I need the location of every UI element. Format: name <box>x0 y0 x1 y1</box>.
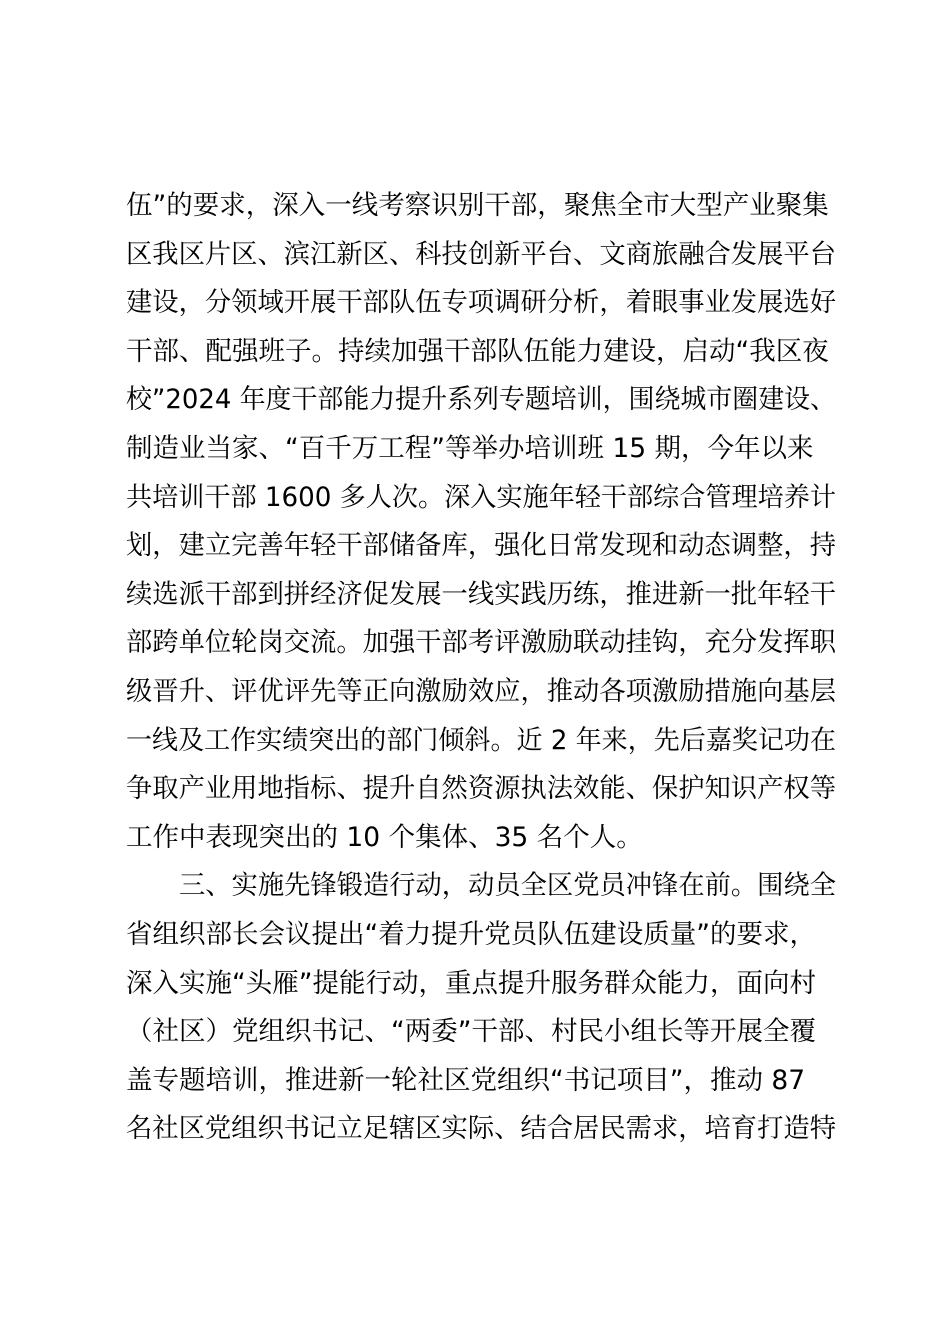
text-line: 一线及工作实绩突出的部门倾斜。近 2 年来，先后嘉奖记功在 <box>126 724 836 756</box>
text-line: 争取产业用地指标、提升自然资源执法效能、保护知识产权等 <box>126 773 836 805</box>
text-line: 共培训干部 1600 多人次。深入实施年轻干部综合管理培养计 <box>126 481 836 513</box>
section-heading-line: 三、实施先锋锻造行动，动员全区党员冲锋在前。围绕全 <box>179 870 837 902</box>
text-line: 深入实施“头雁”提能行动，重点提升服务群众能力，面向村 <box>126 967 816 999</box>
text-line: （社区）党组织书记、“两委”干部、村民小组长等开展全覆 <box>126 1016 816 1048</box>
text-line: 名社区党组织书记立足辖区实际、结合居民需求，培育打造特 <box>126 1113 836 1145</box>
text-line: 划，建立完善年轻干部储备库，强化日常发现和动态调整，持 <box>126 530 836 562</box>
body-text <box>126 182 836 1154</box>
text-line: 盖专题培训，推进新一轮社区党组织“书记项目”，推动 87 <box>126 1064 806 1096</box>
text-line: 工作中表现突出的 10 个集体、35 名个人。 <box>126 821 643 853</box>
text-line: 校”2024 年度干部能力提升系列专题培训，围绕城市圈建设、 <box>126 384 836 416</box>
text-line: 建设，分领域开展干部队伍专项调研分析，着眼事业发展选好 <box>126 287 836 319</box>
text-line: 干部、配强班子。持续加强干部队伍能力建设，启动“我区夜 <box>126 335 829 367</box>
text-line: 续选派干部到拼经济促发展一线实践历练，推进新一批年轻干 <box>126 578 836 610</box>
text-line: 区我区片区、滨江新区、科技创新平台、文商旅融合发展平台 <box>126 238 836 270</box>
text-line: 级晋升、评优评先等正向激励效应，推动各项激励措施向基层 <box>126 675 836 707</box>
text-line: 省组织部长会议提出“着力提升党员队伍建设质量”的要求， <box>126 918 816 950</box>
text-line: 部跨单位轮岗交流。加强干部考评激励联动挂钩，充分发挥职 <box>126 627 836 659</box>
text-line: 制造业当家、“百千万工程”等举办培训班 15 期，今年以来 <box>126 432 814 464</box>
text-line: 伍”的要求，深入一线考察识别干部，聚焦全市大型产业聚集 <box>126 190 829 221</box>
